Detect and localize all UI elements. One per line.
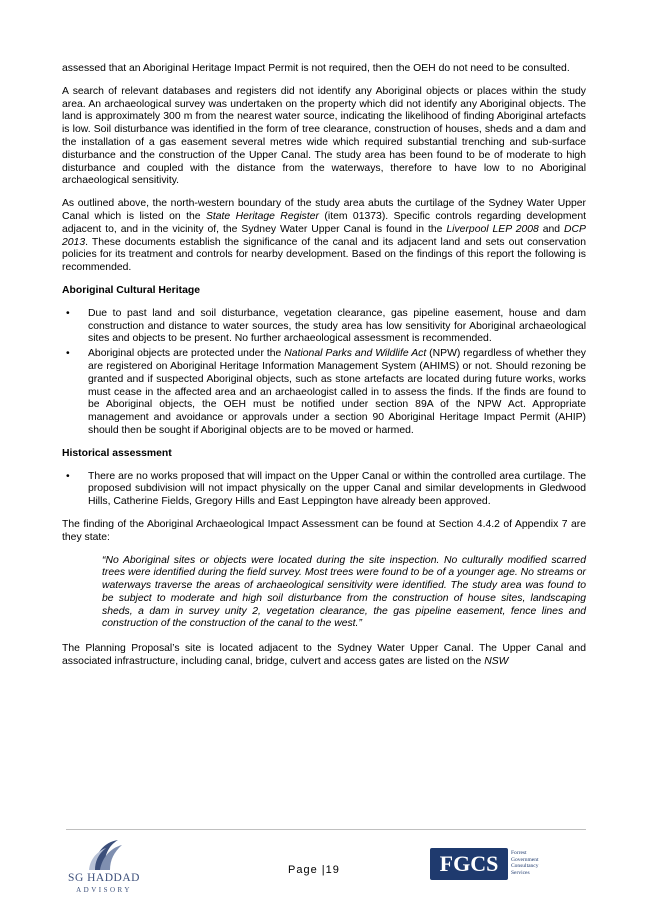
sg-haddad-name: SG HADDAD — [68, 872, 140, 884]
fgcs-logo-subtext: Forrest Government Consultancy Services — [511, 850, 539, 876]
liverpool-lep-ref: Liverpool LEP 2008 — [446, 223, 539, 235]
bullet-symbol: • — [66, 307, 70, 319]
footer-divider — [66, 829, 586, 830]
list-item: • Aboriginal objects are protected under the National Parks and Wildlife Act (NPW) regardless of whether they are registered on Aboriginal Heritage Information Management System (AHIMS) or not. Should rezoning be granted and if suspected Aboriginal objects, such as stone artefacts are located during future works, works must cease in the affected area and an archaeologist called in to assess the finds. If the finds are found to be Aboriginal objects, the OEH must be notified under section 89A of the NPW Act. Appropriate management and avoidance or approvals under a section 90 Aboriginal Heritage Impact Permit (AHIP) should then be sought if Aboriginal objects are to be moved or harmed. — [66, 348, 586, 436]
npw-act-ref: National Parks and Wildlife Act — [284, 348, 427, 360]
nsw-ref: NSW — [484, 656, 509, 668]
paragraph-upper-canal-context: As outlined above, the north-western boundary of the study area abuts the curtilage of the Sydney Water Upper Canal which is listed on the State Heritage Register (item 01373). Specific controls regarding development adjacent to, and in the vicinity of, the Sydney Water Upper Canal is found in the Liverpool LEP 2008 and DCP 2013. These documents establish the significance of the canal and its adjacent land and sets out conservation policies for its treatment and controls for nearby development. Based on the findings of this report the following is recommended. — [62, 198, 586, 274]
sg-haddad-emblem-icon — [64, 836, 144, 872]
dcp-ref: DCP 2013 — [62, 223, 586, 248]
paragraph-oeh-consultation: assessed that an Aboriginal Heritage Impact Permit is not required, then the OEH do not need to be consulted. — [62, 63, 570, 74]
page-number: Page |19 — [288, 864, 340, 876]
paragraph-search-results: A search of relevant databases and registers did not identify any Aboriginal objects or places within the study area. An archaeological survey was undertaken on the property which did not identify any Aboriginal objects. The land is approximately 300 m from the nearest water source, indicating the likelihood of finding Aboriginal artefacts is low. Soil disturbance was identified in the form of tree clearance, construction of houses, sheds and a dam and the installation of a gas easement several metres wide which required substantial trenching and sub-surface disturbance and the construction of the Upper Canal. The study area has been found to be of moderate to high disturbance and coupled with the distance from the waterways, therefore to have low to no Aboriginal archaeological sensitivity. — [62, 85, 586, 187]
historical-bullet-list — [62, 471, 586, 509]
heading-historical-assessment: Historical assessment — [62, 447, 172, 459]
block-quote: “No Aboriginal sites or objects were located during the site inspection. No culturally modified scarred trees were identified during the field survey. Most trees were found to be of a younger age. No streams or waterways traverse the areas of archaeological sensitivity were identified. The study area was found to be subject to moderate and high soil disturbance from the construction of house sites, landscaping sheds, a dam in survey unity 2, vegetation clearance, the gas pipeline easement, fence lines and construction of the construction of the canal to the west.” — [102, 554, 586, 630]
aboriginal-bullet-list — [62, 308, 586, 438]
paragraph-planning-proposal: The Planning Proposal’s site is located adjacent to the Sydney Water Upper Canal. The Upper Canal and associated infrastructure, including canal, bridge, culvert and access gates are listed on the NSW — [62, 643, 586, 668]
state-heritage-register-ref: State Heritage Register — [205, 210, 320, 222]
paragraph-finding-intro: The finding of the Aboriginal Archaeological Impact Assessment can be found at Section 4.4.2 of Appendix 7 are they state: — [62, 518, 586, 543]
list-item: • Due to past land and soil disturbance, vegetation clearance, gas pipeline easement, house and dam construction and distance to water sources, the study area has low sensitivity for Aboriginal archaeological sites and objects to be present. No further archaeological assessment is recommended. — [66, 307, 586, 345]
body-content — [62, 63, 586, 679]
bullet-symbol: • — [66, 348, 70, 360]
list-item: • There are no works proposed that will impact on the Upper Canal or within the controlled area curtilage. The proposed subdivision will not impact physically on the upper Canal and similar developments in Gledwood Hills, Catherine Fields, Gregory Hills and East Leppington have already been approved. — [66, 470, 586, 508]
sg-haddad-logo — [64, 836, 144, 892]
sg-haddad-subtitle: ADVISORY — [76, 886, 132, 894]
heading-aboriginal-cultural-heritage: Aboriginal Cultural Heritage — [62, 284, 200, 296]
fgcs-logo: FGCS — [430, 848, 508, 880]
bullet-symbol: • — [66, 470, 70, 482]
